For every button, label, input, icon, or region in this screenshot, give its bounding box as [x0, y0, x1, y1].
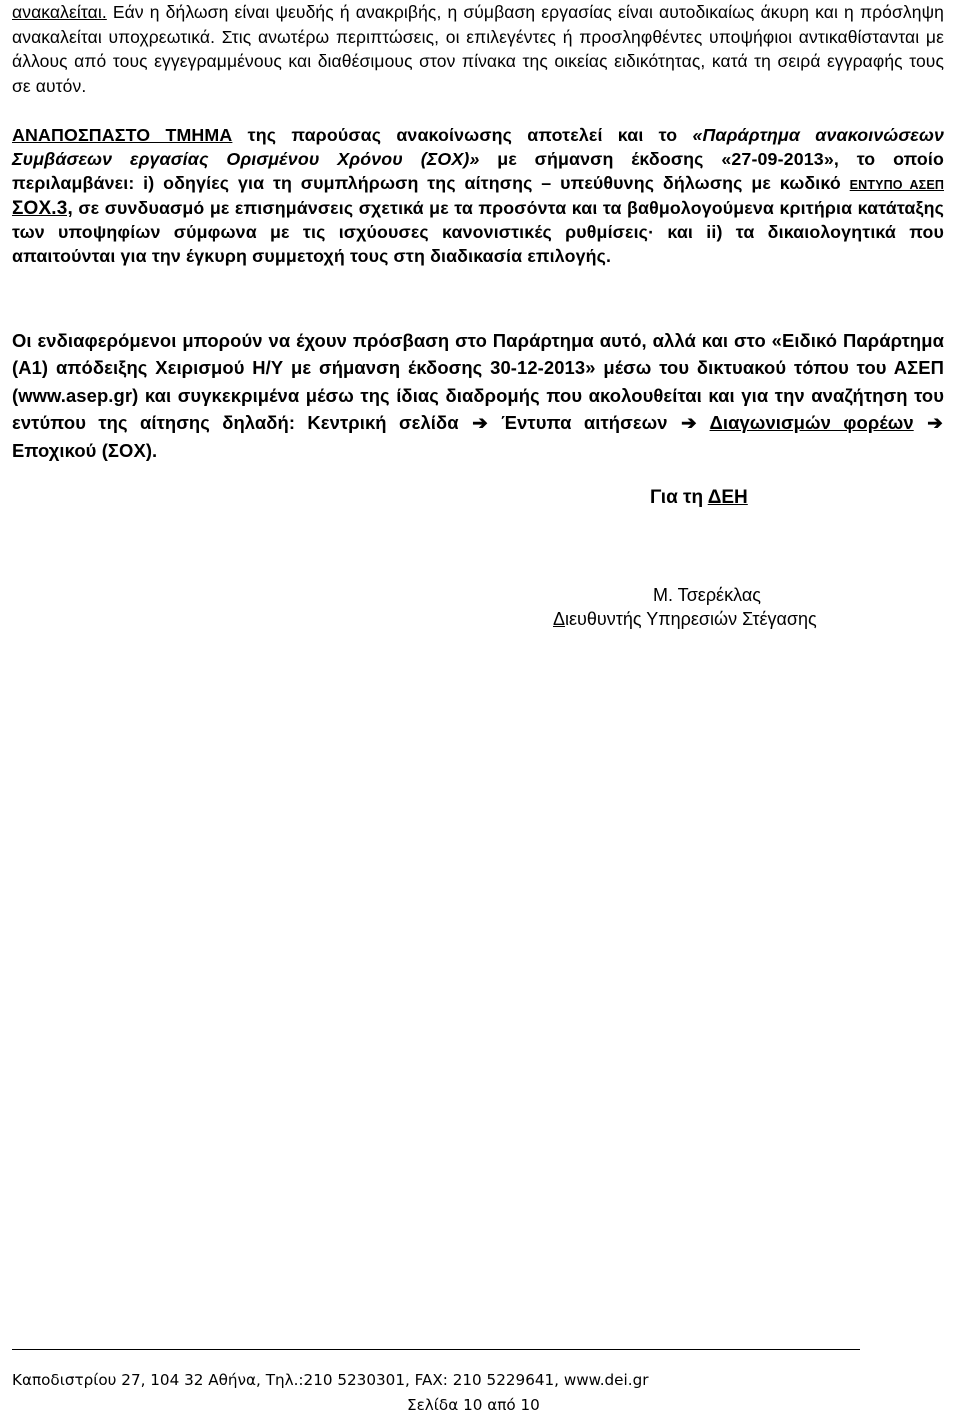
page-number: Σελίδα 10 από 10 [407, 1396, 540, 1414]
access-text: Οι ενδιαφερόμενοι μπορούν να έχουν πρόσβαση στο Παράρτημα αυτό, αλλά και στο «Ειδικό Παράρτημα (Α1) απόδειξης Χειρισμού Η/Υ με σήμανση έκδοσης 30-12-2013» μέσω του δικτυακού τόπου του ΑΣΕΠ (www.asep.gr) και συγκεκριμένα μέσω της ίδιας διαδρομής που ακολουθείται και για την αναζήτηση του εντύπου της αίτησης δηλαδή: [12, 330, 944, 434]
arrow-right-icon: ➔ [927, 412, 943, 434]
path-step-seasonal: Εποχικού (ΣΟΧ). [12, 439, 158, 461]
footer-divider [12, 1349, 860, 1350]
arrow-right-icon: ➔ [681, 412, 697, 434]
annex-text-part3: σε συνδυασμό με επισημάνσεις σχετικά με τα προσόντα και τα βαθμολογούμενα κριτήρια κατάταξης των υποψηφίων σύμφωνα με τις ισχύουσες κανονιστικές ρυθμίσεις· και ii) τα δικαιολογητικά που απαιτούνται για την έγκυρη συμμετοχή τους στη διαδικασία επιλογής. [12, 198, 944, 266]
footer-address: Καποδιστρίου 27, 104 32 Αθήνα, Τηλ.:210 5230301, FAX: 210 5229641, www.dei.gr [12, 1371, 649, 1389]
revocation-lead-word: ανακαλείται. [12, 2, 107, 22]
annex-heading: ΑΝΑΠΟΣΠΑΣΤΟ ΤΜΗΜΑ [12, 125, 233, 145]
signature-title-first-letter: Δ [553, 609, 566, 629]
path-step-forms: Έντυπα αιτήσεων [501, 412, 668, 434]
paragraph-revocation [12, 0, 944, 98]
signature-name: Μ. Τσερέκλας [653, 585, 761, 605]
path-step-home: Κεντρική σελίδα [307, 412, 459, 434]
signature-organization [650, 487, 748, 509]
form-code-small: ΕΝΤΥΠΟ ΑΣΕΠ [849, 177, 944, 192]
path-step-competitions: Διαγωνισμών φορέων [709, 412, 914, 434]
paragraph-access [12, 327, 944, 464]
arrow-right-icon: ➔ [472, 412, 488, 434]
annex-text-part2: με σήμανση έκδοσης «27-09-2013», το οποίο περιλαμβάνει: i) οδηγίες για τη συμπλήρωση της αίτησης – υπεύθυνης δήλωσης με κωδικό [12, 148, 944, 193]
signature-title [553, 609, 817, 630]
annex-text-part1: της παρούσας ανακοίνωσης αποτελεί και το [232, 125, 693, 145]
form-code-big: ΣΟΧ.3, [12, 198, 73, 220]
revocation-text: Εάν η δήλωση είναι ψευδής ή ανακριβής, η σύμβαση εργασίας είναι αυτοδικαίως άκυρη και η πρόσληψη ανακαλείται υποχρεωτικά. Στις ανωτέρω περιπτώσεις, οι επιλεγέντες ή προσληφθέντες υποψήφιοι αντικαθίστανται με άλλους από τους εγγεγραμμένους και διαθέσιμους στον πίνακα της οικείας ειδικότητας, κατά τη σειρά εγγραφής τους σε αυτόν. [12, 2, 944, 96]
annex-italic-title: «Παράρτημα ανακοινώσεων Συμβάσεων εργασίας Ορισμένου Χρόνου (ΣΟΧ)» [12, 125, 944, 169]
signature-org-name: ΔΕΗ [707, 487, 748, 508]
signature-title-rest: ιευθυντής Υπηρεσιών Στέγασης [565, 609, 817, 629]
signature-for-prefix: Για τη [650, 487, 708, 508]
paragraph-annex [12, 124, 944, 269]
